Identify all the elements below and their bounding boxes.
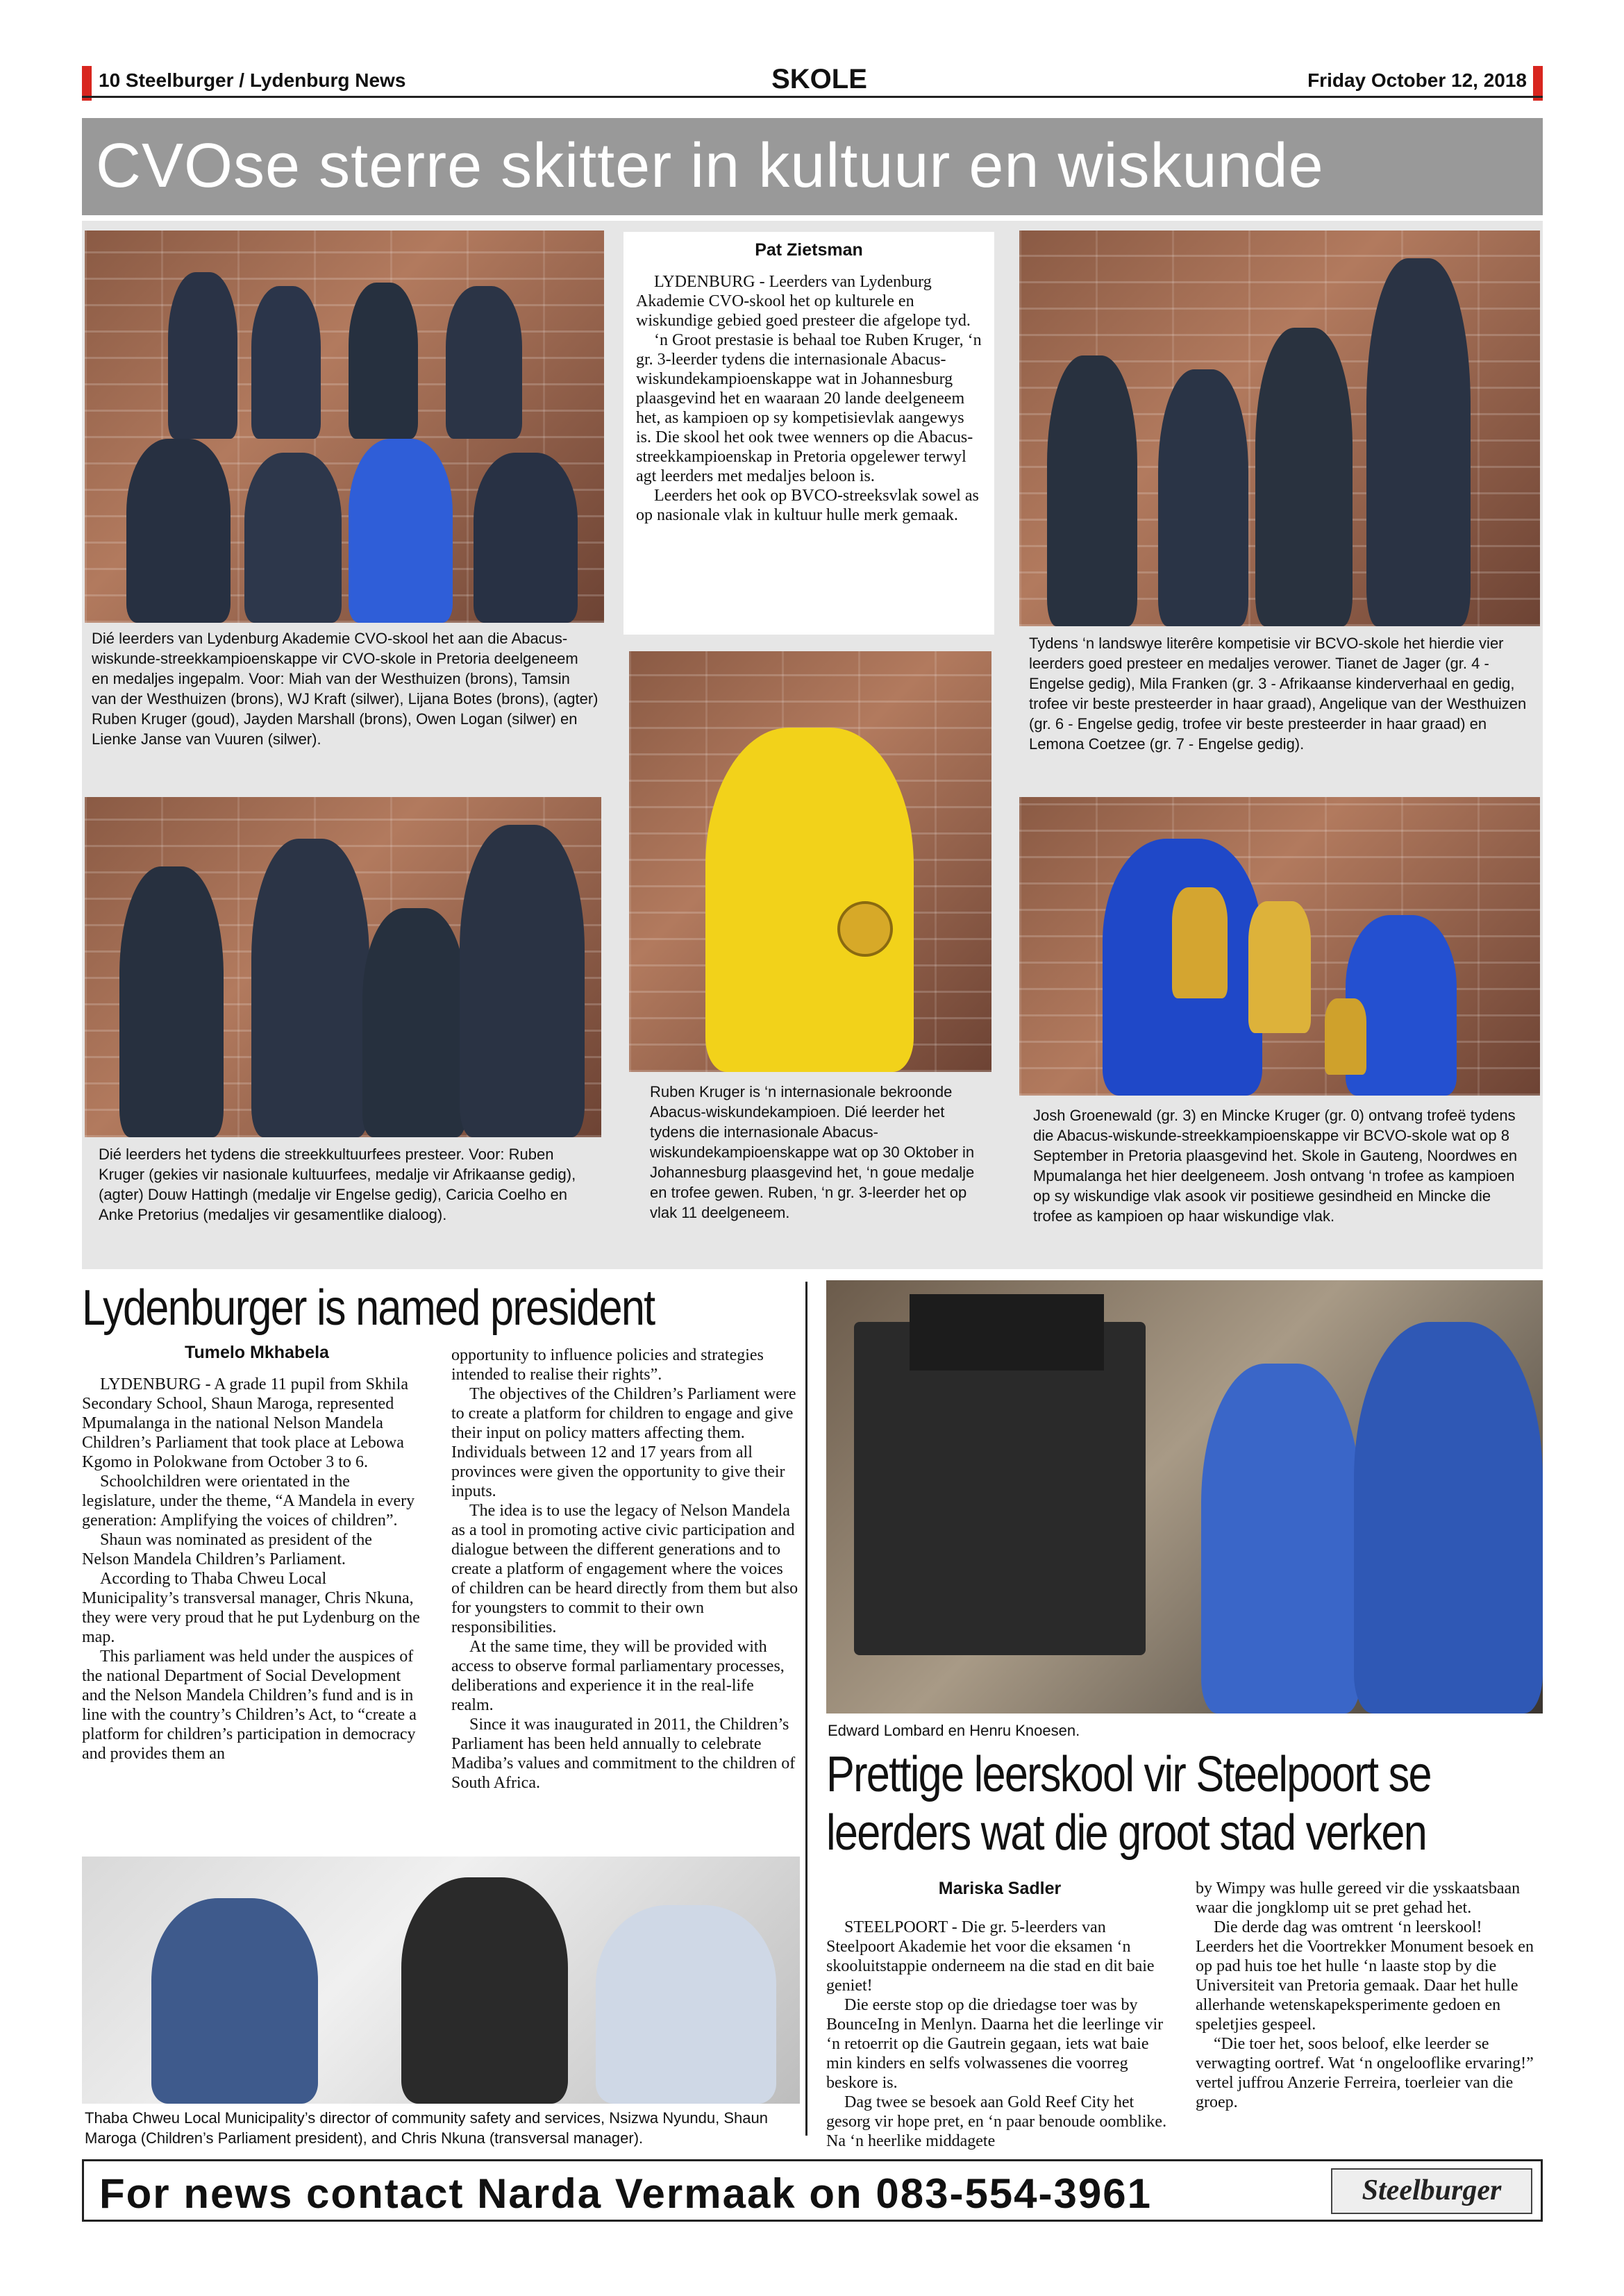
photo-science-experiment <box>826 1280 1543 1713</box>
president-paragraph: At the same time, they will be provided with access to observe formal parliamentary processes, deliberations and experience it in the real-life realm. <box>451 1638 785 1714</box>
steelpoort-col1 <box>826 1918 1173 2151</box>
steelpoort-col2 <box>1196 1879 1543 2112</box>
photo-cultural-festival-group <box>85 797 601 1137</box>
caption-abacus-medal-group: Dié leerders van Lydenburg Akademie CVO-skool het aan die Abacus-wiskunde-streekkampioenskappe vir CVO-skole in Pretoria deelgeneem en medaljes ingepalm. Voor: Miah van der Westhuizen (brons), Tamsin van der Westhuizen (brons), WJ Kraft (silwer), Lijana Botes (brons), (agter) Ruben Kruger (goud), Jayden Marshall (brons), Owen Logan (silwer) en Lienke Janse van Vuuren (silwer). <box>92 630 598 748</box>
president-paragraph: Shaun was nominated as president of the Nelson Mandela Children’s Parliament. <box>82 1531 372 1568</box>
main-story-byline: Pat Zietsman <box>755 240 863 260</box>
president-story-headline: Lydenburger is named president <box>82 1280 655 1336</box>
main-headline-banner <box>82 118 1543 215</box>
issue-date: Friday October 12, 2018 <box>1307 69 1527 91</box>
president-paragraph: The objectives of the Children’s Parliament were to create a platform for children to engage and give their input on policy matters affecting them. Individuals between 12 and 17 years from all provinces were given the opportunity to give their inputs. <box>451 1385 796 1500</box>
footer-contact-text: For news contact Narda Vermaak on 083-554-3961 <box>99 2170 1153 2217</box>
president-story-col2 <box>451 1346 798 1793</box>
main-story-paragraph: ‘n Groot prestasie is behaal toe Ruben Kruger, ‘n gr. 3-leerder tydens die internasionale Abacus-wiskundekampioenskappe wat in Johannesburg plaasgevind het en waaraan 20 lande deelgeneem het, as kampioen op sy kompetisievlak aangewys is. Die skool het ook twee wenners op die Abacus-streekkampioenskap in Pretoria opgelewer terwyl agt leerders met medaljes beloon is. <box>636 331 982 485</box>
steelpoort-paragraph: “Die toer het, soos beloof, elke leerder se verwagting oortref. Wat ‘n ongelooflike ervaring!” vertel juffrou Anzerie Ferreira, toerleier van die groep. <box>1196 2035 1534 2111</box>
footer-contact-bar <box>82 2159 1543 2222</box>
page-number-publication: 10 Steelburger / Lydenburg News <box>99 69 406 91</box>
caption-ruben-kruger: Ruben Kruger is ‘n internasionale bekroonde Abacus-wiskundekampioen. Dié leerder het tydens die internasionale Abacus-wiskundekampioenskappe wat op 30 Oktober in Johannesburg plaasgevind het, ‘n goue medalje en trofee gewen. Ruben, ‘n gr. 3-leerder het op vlak 11 deelgeneem. <box>650 1083 975 1221</box>
president-paragraph: According to Thaba Chweu Local Municipality’s transversal manager, Chris Nkuna, they were very proud that he put Lydenburg on the map. <box>82 1570 420 1646</box>
caption-science-experiment: Edward Lombard en Henru Knoesen. <box>828 1722 1080 1739</box>
main-story-textbox <box>623 232 994 635</box>
president-story-col1 <box>82 1375 422 1763</box>
caption-abacus-trophies: Josh Groenewald (gr. 3) en Mincke Kruger (gr. 0) ontvang trofeë tydens die Abacus-wiskunde-streekkampioenskappe vir BCVO-skole wat op 8 September in Pretoria plaasgevind het. Skole in Gauteng, Noordwes en Mpumalanga het hier deelgeneem. Josh ontvang ‘n trofee as kampioen op sy wiskundige vlak asook vir positiewe gesindheid en Mincke die trofee as kampioen op haar wiskundige vlak. <box>1033 1107 1518 1225</box>
main-story-paragraph: Leerders het ook op BVCO-streeksvlak sowel as op nasionale vlak in kultuur hulle merk gemaak. <box>636 487 979 524</box>
steelpoort-paragraph: Die derde dag was omtrent ‘n leerskool! Leerders het die Voortrekker Monument besoek en op pad huis toe het hulle ‘n laaste stop by die Universiteit van Pretoria gemaak. Daar het hulle allerhande wetenskapeksperimente gedoen en speletjies gespeel. <box>1196 1918 1534 2034</box>
photo-literary-competition-girls <box>1019 231 1540 626</box>
steelpoort-byline: Mariska Sadler <box>938 1879 1062 1898</box>
steelpoort-headline-line1: Prettige leerskool vir Steelpoort se <box>826 1747 1431 1802</box>
steelpoort-paragraph: STEELPOORT - Die gr. 5-leerders van Steelpoort Akademie het voor die eksamen ‘n skooluitstappie onderneem na die stad en dit baie geniet! <box>826 1918 1155 1995</box>
president-paragraph: Since it was inaugurated in 2011, the Children’s Parliament has been held annually to celebrate Madiba’s values and commitment to the children of South Africa. <box>451 1716 796 1792</box>
steelburger-logo: Steelburger <box>1331 2168 1532 2214</box>
steelpoort-paragraph: by Wimpy was hulle gereed vir die ysskaatsbaan waar die jongklomp uit se pret gehad het. <box>1196 1879 1521 1917</box>
caption-cultural-festival: Dié leerders het tydens die streekkultuurfees presteer. Voor: Ruben Kruger (gekies vir nasionale kultuurfees, medalje vir Afrikaanse gedig), (agter) Douw Hattingh (medalje vir Engelse gedig), Caricia Coelho en Anke Pretorius (medaljes vir gesamentlike dialoog). <box>99 1146 576 1223</box>
main-story-body <box>636 272 983 525</box>
president-paragraph: Schoolchildren were orientated in the legislature, under the theme, “A Mandela in every generation: Amplifying the voices of children”. <box>82 1473 415 1530</box>
steelpoort-paragraph: Die eerste stop op die driedagse toer was by BounceIng in Menlyn. Daarna het die leerlinge vir ‘n retoerrit op die Gautrein gegaan, iets wat baie min kinders en selfs volwassenes die voorreg beskore is. <box>826 1996 1164 2092</box>
caption-literary-competition: Tydens ‘n landswye literêre kompetisie vir BCVO-skole het hierdie vier leerders goed presteer en medaljes verower. Tianet de Jager (gr. 4 - Engelse gedig), Mila Franken (gr. 3 - Afrikaanse kinderverhaal en gedig, trofee vir beste presteerder in haar graad), Angelique van der Westhuizen (gr. 6 - Engelse gedig, trofee vir beste presteerder in haar graad) en Lemona Coetzee (gr. 7 - Engelse gedig). <box>1029 635 1527 753</box>
photo-childrens-parliament <box>82 1857 800 2104</box>
president-paragraph: LYDENBURG - A grade 11 pupil from Skhila Secondary School, Shaun Maroga, represented Mpumalanga in the national Nelson Mandela Children’s Parliament that took place at Lebowa Kgomo in Polokwane from October 3 to 6. <box>82 1375 408 1471</box>
photo-abacus-medal-group <box>85 231 604 623</box>
steelpoort-headline-line2: leerders wat die groot stad verken <box>826 1805 1427 1861</box>
column-divider <box>805 1282 807 2136</box>
main-headline: CVOse sterre skitter in kultuur en wiskunde <box>96 131 1324 201</box>
president-paragraph: opportunity to influence policies and strategies intended to realise their rights”. <box>451 1346 764 1384</box>
main-story-paragraph: LYDENBURG - Leerders van Lydenburg Akademie CVO-skool het op kulturele en wiskundige gebied goed presteer die afgelope tyd. <box>636 273 971 330</box>
president-paragraph: This parliament was held under the auspices of the national Department of Social Development and the Nelson Mandela Children’s fund and is in line with the country’s Children’s Act, to “create a platform for children’s participation in democracy and provides them an <box>82 1648 417 1763</box>
president-paragraph: The idea is to use the legacy of Nelson Mandela as a tool in promoting active civic participation and dialogue between the different generations and to create a platform of engagement where the voices of children can be heard directly from them but also for youngsters to commit to their own responsibilities. <box>451 1502 798 1636</box>
photo-abacus-trophies <box>1019 797 1540 1096</box>
header-rule <box>82 96 1543 98</box>
section-title: SKOLE <box>771 64 867 94</box>
president-story-byline: Tumelo Mkhabela <box>185 1343 329 1362</box>
caption-childrens-parliament: Thaba Chweu Local Municipality’s director of community safety and services, Nsizwa Nyundu, Shaun Maroga (Children’s Parliament president), and Chris Nkuna (transversal manager). <box>85 2109 768 2147</box>
steelpoort-paragraph: Dag twee se besoek aan Gold Reef City het gesorg vir hope pret, en ‘n paar benoude oomblike. Na ‘n heerlike middagete <box>826 2093 1167 2150</box>
photo-ruben-kruger-trophy <box>629 651 991 1072</box>
